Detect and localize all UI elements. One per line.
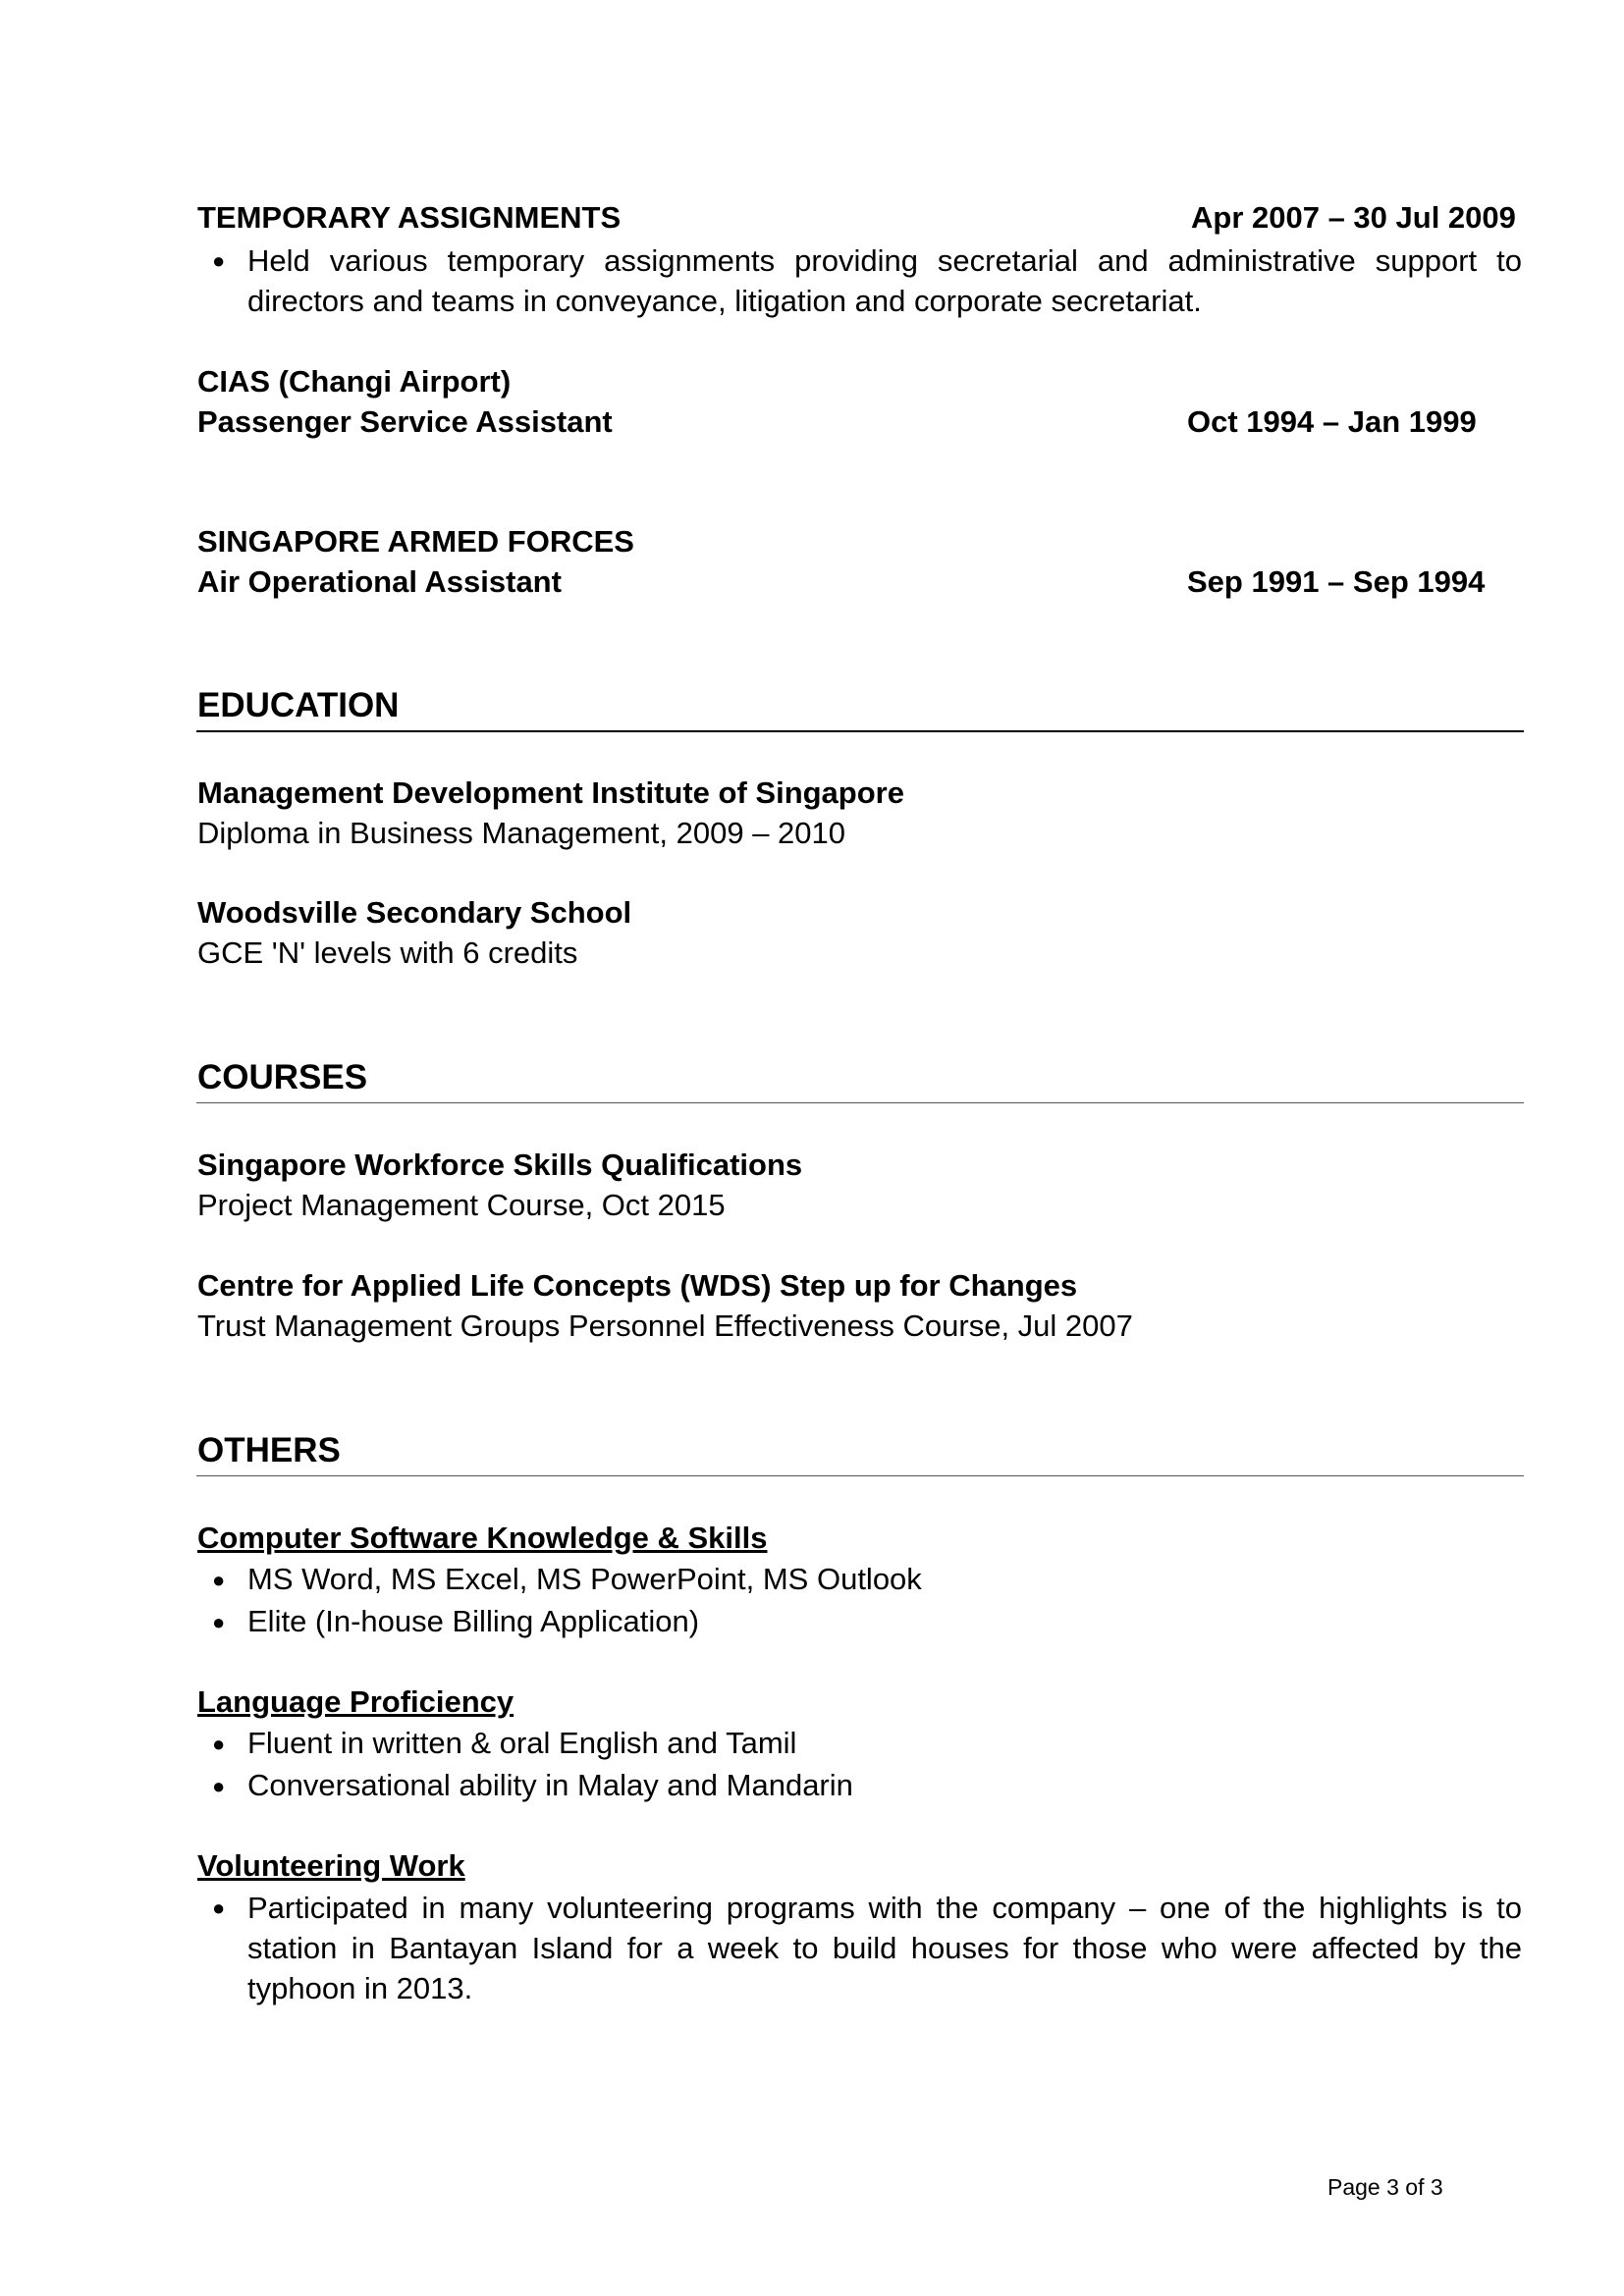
list-item: Participated in many volunteering programs with the company – one of the highlights is to station in Bantayan Island for a week to build houses for those who were affected by the typhoon in 2013. xyxy=(247,1891,1522,2005)
section-heading-courses: COURSES xyxy=(197,1058,368,1096)
bullet-icon: ● xyxy=(212,1774,226,1798)
experience-org: SINGAPORE ARMED FORCES xyxy=(197,524,634,559)
course-detail: Project Management Course, Oct 2015 xyxy=(197,1188,726,1222)
experience-org: TEMPORARY ASSIGNMENTS xyxy=(197,200,622,235)
subsection-title-volunteering: Volunteering Work xyxy=(197,1848,465,1883)
list-item: MS Word, MS Excel, MS PowerPoint, MS Outlook xyxy=(247,1562,922,1596)
list-item: Fluent in written & oral English and Tamil xyxy=(247,1726,797,1760)
section-heading-others: OTHERS xyxy=(197,1431,341,1469)
bullet-icon: ● xyxy=(212,1732,226,1756)
section-divider xyxy=(196,730,1524,732)
section-divider xyxy=(196,1475,1524,1476)
experience-dates: Apr 2007 – 30 Jul 2009 xyxy=(1191,200,1516,235)
experience-role: Passenger Service Assistant xyxy=(197,404,613,439)
experience-dates: Oct 1994 – Jan 1999 xyxy=(1187,404,1477,439)
section-heading-education: EDUCATION xyxy=(197,686,400,724)
experience-dates: Sep 1991 – Sep 1994 xyxy=(1187,564,1486,599)
bullet-icon: ● xyxy=(212,248,226,273)
course-provider: Singapore Workforce Skills Qualifications xyxy=(197,1148,803,1182)
list-item: Conversational ability in Malay and Mandarin xyxy=(247,1768,853,1802)
page-number: Page 3 of 3 xyxy=(1327,2174,1443,2200)
bullet-icon: ● xyxy=(212,1896,226,1920)
education-institution: Management Development Institute of Singapore xyxy=(197,775,904,810)
experience-bullet-text: Held various temporary assignments providing secretarial and administrative support to directors and teams in conveyance, litigation and corporate secretariat. xyxy=(247,243,1522,318)
experience-role: Air Operational Assistant xyxy=(197,564,562,599)
education-institution: Woodsville Secondary School xyxy=(197,895,632,930)
subsection-title-software: Computer Software Knowledge & Skills xyxy=(197,1521,768,1555)
bullet-icon: ● xyxy=(212,1568,226,1592)
section-divider xyxy=(196,1102,1524,1103)
subsection-title-language: Language Proficiency xyxy=(197,1684,514,1719)
education-detail: GCE 'N' levels with 6 credits xyxy=(197,935,578,970)
education-detail: Diploma in Business Management, 2009 – 2010 xyxy=(197,816,846,850)
course-provider: Centre for Applied Life Concepts (WDS) Step up for Changes xyxy=(197,1268,1078,1303)
bullet-icon: ● xyxy=(212,1610,226,1634)
list-item: Elite (In-house Billing Application) xyxy=(247,1604,700,1638)
course-detail: Trust Management Groups Personnel Effectiveness Course, Jul 2007 xyxy=(197,1308,1133,1343)
experience-org: CIAS (Changi Airport) xyxy=(197,364,512,399)
